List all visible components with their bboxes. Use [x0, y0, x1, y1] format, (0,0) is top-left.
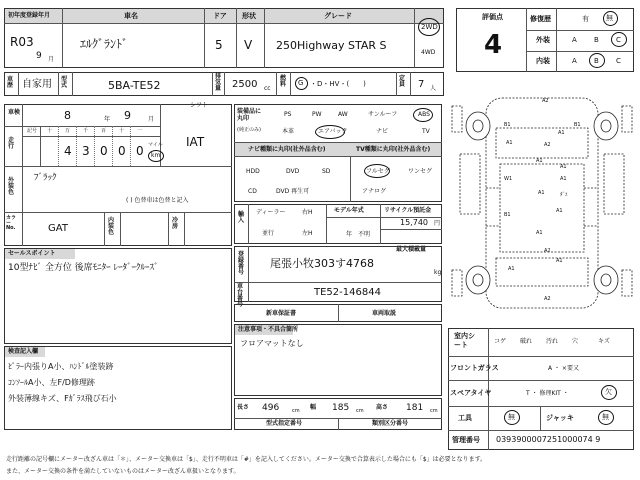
repair-none: 無: [606, 14, 613, 22]
mgmt-number: 0393900007251000074 9: [496, 435, 601, 444]
recycle-fee-label: リサイクル預託金: [384, 207, 432, 214]
nav-option: CD: [248, 188, 257, 195]
capacity: 7: [418, 79, 425, 90]
car-name: ｴﾙｸﾞﾗﾝﾄﾞ: [80, 37, 129, 51]
damage-mark: A1: [536, 158, 543, 164]
color-value: ﾌﾞﾗｯｸ: [34, 173, 57, 183]
tools-none: 無: [508, 413, 515, 421]
height-unit: cm: [430, 408, 438, 414]
capacity-label: 定員: [399, 75, 406, 88]
equipment-item: ABS: [418, 111, 430, 118]
mileage-digit: 0: [100, 144, 108, 158]
seat-option: コゲ: [494, 338, 507, 345]
usage: 自家用: [22, 79, 52, 90]
damage-mark: A1: [538, 190, 545, 196]
km-unit: km: [151, 152, 161, 159]
class-label: 車歴: [7, 76, 14, 89]
length: 496: [262, 403, 280, 413]
repair-yes: 有: [582, 15, 589, 23]
inspection-month: 9: [124, 109, 131, 122]
color-label: 外装色: [8, 177, 15, 196]
first-reg-era: R03: [10, 35, 34, 49]
mileage-unit-header: 百: [101, 128, 107, 134]
max-load-kg: kg: [434, 269, 442, 276]
recycle-label: 冷房: [172, 217, 179, 230]
chassis-label: 車台番号: [237, 283, 244, 308]
registration-label: 登録番号: [238, 251, 245, 276]
mileage-unit-header: 一: [137, 128, 143, 134]
spare-value: T ・ 修理KIT ・: [526, 390, 569, 397]
nav-option: DVD: [286, 168, 300, 175]
length-label: 長さ: [237, 404, 250, 411]
chassis-number: TE52-146844: [314, 287, 381, 298]
inspector-line2: ｺﾝｿｰﾙA小、左F/D修理跡: [8, 378, 95, 387]
import-right: 右H: [302, 209, 313, 216]
sales-point-heading: セールスポイント: [8, 250, 56, 257]
damage-mark: ﾀﾞｴ: [560, 192, 568, 198]
doors-label: ドア: [213, 12, 227, 20]
mileage-label: 走行: [8, 137, 15, 150]
car-name-label: 車名: [124, 12, 138, 20]
fuel-options: ・D・HV・( ): [310, 80, 366, 88]
color-no: GAT: [48, 223, 68, 234]
damage-mark: A1: [508, 266, 515, 272]
equipment-item: エアバック: [318, 128, 348, 135]
score-label: 評価点: [482, 13, 503, 21]
interior-label: 内装: [536, 57, 550, 65]
inspector-block: [4, 346, 232, 430]
color-note: ( ) 色替車は色替と記入: [126, 197, 189, 204]
seat-option: 汚れ: [546, 338, 559, 345]
mileage-unit-header: 十: [119, 128, 125, 134]
doors: 5: [215, 38, 223, 52]
exterior-a: A: [572, 36, 577, 44]
footer-line2: また、メーター交換の条件を満たしていないものはメーター改ざん車扱いとなります。: [6, 468, 240, 475]
fuel-label: 燃料: [280, 75, 287, 88]
tools-label: 工具: [458, 414, 472, 422]
type-designation-label: 型式指定番号: [266, 420, 303, 427]
damage-mark: A1: [556, 258, 563, 264]
manual-label: 車両取説: [372, 310, 397, 317]
interior-b: B: [594, 57, 599, 65]
drive-2wd: 2WD: [421, 23, 438, 31]
spare-missing: 欠: [605, 388, 612, 396]
mileage-digit: 0: [136, 144, 144, 158]
displacement: 2500: [232, 79, 258, 90]
spare-label: スペアタイヤ: [450, 389, 492, 397]
first-reg-label: 初年度登録年月: [8, 12, 51, 19]
tv-option: ワンセグ: [408, 168, 433, 175]
width: 185: [332, 403, 350, 413]
import-parallel: 並行: [262, 230, 275, 237]
nav-option: DVD 再生可: [276, 188, 310, 195]
mileage-digit: 4: [64, 144, 72, 158]
width-label: 幅: [310, 404, 317, 411]
notes-heading: 注意事項・不具合箇所: [238, 326, 299, 333]
mileage-unit-header: 千: [83, 128, 89, 134]
first-reg-month: 9: [36, 51, 42, 61]
mgmt-label: 管理番号: [452, 436, 480, 444]
shape-label: 形状: [242, 12, 256, 20]
abs-circle: [413, 108, 433, 122]
inspection-label: 車検: [8, 109, 21, 116]
repair-label: 修復歴: [530, 15, 551, 23]
damage-diagram: [448, 84, 636, 322]
fullseg-circle: [364, 164, 390, 178]
score-value: 4: [484, 30, 503, 60]
jack-none: 無: [602, 413, 609, 421]
damage-mark: A2: [544, 296, 551, 302]
mile-label: マイル: [148, 142, 163, 148]
equipment-item: PW: [312, 111, 322, 118]
equipment-item: TV: [422, 128, 430, 135]
equipment-sublabel: (純正のみ): [237, 127, 261, 133]
class-number-label: 類別区分番号: [372, 420, 409, 427]
seat-option: キズ: [598, 338, 610, 345]
equipment-item: PS: [284, 111, 292, 118]
model: 5BA-TE52: [108, 79, 161, 92]
damage-mark: A1: [560, 176, 567, 182]
interior-c: C: [616, 57, 621, 65]
inspection-year-unit: 年: [104, 116, 111, 123]
capacity-unit: 人: [430, 85, 437, 92]
length-unit: cm: [292, 408, 300, 414]
displacement-label: 排気量: [215, 73, 222, 92]
equipment-item: サンルーフ: [368, 111, 398, 118]
seat-option: 穴: [572, 338, 579, 345]
shift: IAT: [186, 135, 205, 149]
recycle-fee-yen: 円: [434, 220, 441, 227]
sales-point-text: 10型ﾅﾋﾞ 全方位 後席ﾓﾆﾀｰ ﾚｰﾀﾞｰｸﾙｰｽﾞ: [8, 263, 159, 273]
shape: V: [244, 38, 253, 52]
damage-mark: A2: [544, 142, 551, 148]
first-reg-month-unit: 月: [48, 56, 55, 63]
import-dealer: ディーラー: [256, 209, 286, 216]
mileage-unit-header: 万: [65, 128, 71, 134]
footer-line1: 走行距離の記号欄にメーター改ざん車は「＊」、メーター交換車は「$」、走行不明車は「#」を記入してください。メーター交換で合算表示した場合にも「$」は必要となります。: [6, 456, 487, 463]
grade: 250Highway STAR S: [276, 39, 387, 52]
mileage-unit-header: 十: [47, 128, 53, 134]
seat-option: 破れ: [520, 338, 533, 345]
damage-mark: A1: [556, 208, 563, 214]
equipment-label: 装備品に丸印: [237, 108, 262, 123]
interior-a: A: [572, 57, 577, 65]
mileage-digit: 3: [82, 144, 90, 158]
damage-mark: B1: [574, 122, 581, 128]
fuel-gasoline: G: [298, 79, 304, 87]
registration-number: 尾張小牧303す4768: [270, 257, 374, 270]
equipment-item: AW: [338, 111, 348, 118]
width-unit: cm: [356, 408, 364, 414]
cc-unit: cc: [264, 85, 271, 92]
tv-title: TV種類に丸印(社外品含む): [356, 146, 431, 153]
height-label: 高さ: [376, 404, 389, 411]
model-year: 年 不明: [346, 231, 371, 238]
inspector-line3: 外装薄線キズ、Fｶﾞﾗｽ飛び石小: [8, 394, 117, 403]
notes-text: フロアマットなし: [240, 339, 304, 348]
damage-mark: B1: [504, 212, 511, 218]
exterior-c: C: [616, 36, 621, 44]
mileage-digit: 0: [118, 144, 126, 158]
shift-label: シフト: [190, 102, 209, 109]
inspector-heading: 検査記入欄: [8, 348, 39, 355]
damage-mark: A2: [542, 98, 549, 104]
damage-mark: B1: [504, 122, 511, 128]
mileage-note-label: 記号: [27, 128, 38, 134]
damage-mark: A1: [536, 230, 543, 236]
model-year-label: モデル年式: [334, 207, 364, 214]
nav-option: HDD: [246, 168, 260, 175]
front-glass-label: フロントガラス: [450, 364, 499, 372]
tv-analog: アナログ: [362, 188, 387, 195]
jack-label: ジャッキ: [546, 414, 574, 422]
color-no-label: カラーNo.: [6, 215, 17, 231]
model-label: 型式: [61, 76, 68, 89]
inspection-month-unit: 月: [148, 116, 155, 123]
grade-label: グレード: [324, 12, 352, 20]
equipment-item: ナビ: [376, 128, 389, 135]
new-car-label: 新車保証書: [266, 310, 297, 317]
exterior-label: 外装: [536, 36, 550, 44]
interior-color-label: 内装色: [108, 217, 115, 236]
damage-mark: A1: [560, 164, 567, 170]
damage-mark: A2: [544, 248, 551, 254]
recycle-fee: 15,740: [400, 218, 428, 227]
import-label: 輸入: [238, 211, 245, 224]
equipment-item: 本革: [282, 128, 295, 135]
damage-mark: A1: [506, 140, 513, 146]
front-glass-value: A ・ ×要又: [548, 365, 579, 372]
damage-mark: W1: [504, 176, 513, 182]
drive-4wd: 4WD: [421, 49, 436, 56]
inspection-year: 8: [64, 109, 71, 122]
damage-mark: A1: [558, 130, 565, 136]
height: 181: [406, 403, 424, 413]
airbag-circle: [315, 125, 345, 139]
tv-option: フルセグ: [366, 168, 390, 175]
exterior-b: B: [594, 36, 599, 44]
import-left: 左H: [302, 230, 313, 237]
seat-label: 室内シート: [454, 332, 475, 350]
max-load-label: 最大積載量: [396, 246, 427, 253]
inspector-line1: ﾋﾟﾗｰ内張りA小、ﾊﾝﾄﾞﾙ塗装跡: [8, 362, 114, 371]
nav-option: SD: [322, 168, 331, 175]
nav-title: ナビ種類に丸印(社外品含む): [248, 146, 326, 153]
